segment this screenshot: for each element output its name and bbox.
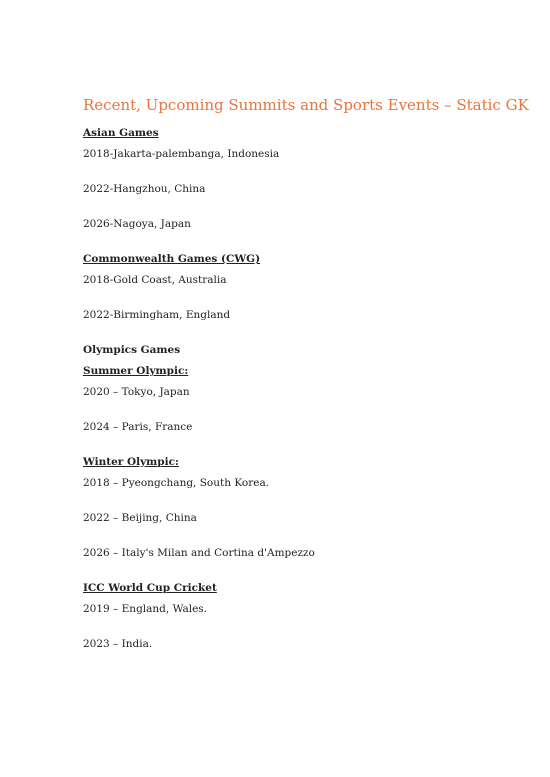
- list-item: 2024 – Paris, France: [83, 421, 193, 433]
- asian-games-heading: Asian Games: [83, 127, 159, 139]
- list-item: 2019 – England, Wales.: [83, 603, 208, 615]
- winter-olympic-heading: Winter Olympic:: [83, 456, 179, 468]
- list-item: 2018 – Pyeongchang, South Korea.: [83, 477, 270, 489]
- list-item: 2026-Nagoya, Japan: [83, 218, 191, 230]
- list-item: 2022-Birmingham, England: [83, 309, 231, 321]
- icc-world-cup-heading: ICC World Cup Cricket: [83, 582, 217, 594]
- list-item: 2022 – Beijing, China: [83, 512, 197, 524]
- list-item: 2018-Jakarta-palembanga, Indonesia: [83, 148, 280, 160]
- list-item: 2018-Gold Coast, Australia: [83, 274, 227, 286]
- list-item: 2026 – Italy's Milan and Cortina d'Ampezzo: [83, 547, 315, 559]
- summer-olympic-heading: Summer Olympic:: [83, 365, 189, 377]
- olympics-heading: Olympics Games: [83, 344, 181, 356]
- document-title: Recent, Upcoming Summits and Sports Events – Static GK: [83, 96, 529, 114]
- list-item: 2022-Hangzhou, China: [83, 183, 206, 195]
- list-item: 2020 – Tokyo, Japan: [83, 386, 190, 398]
- cwg-heading: Commonwealth Games (CWG): [83, 253, 261, 265]
- list-item: 2023 – India.: [83, 638, 153, 650]
